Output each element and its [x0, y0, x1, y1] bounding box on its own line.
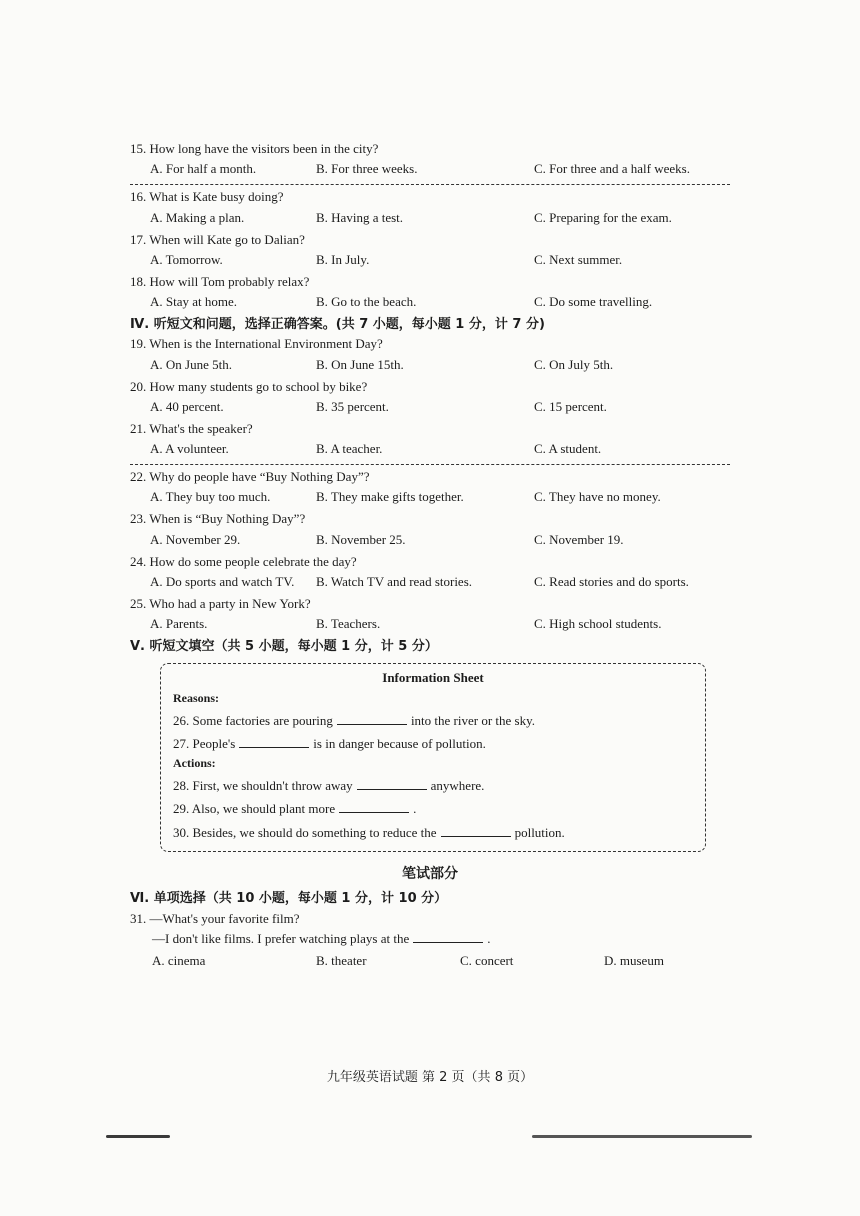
page-footer: 九年级英语试题 第 2 页（共 8 页）	[326, 1070, 534, 1085]
answer-blank[interactable]	[441, 824, 511, 837]
option-c: C. High school students.	[534, 616, 662, 631]
item-text-before: 30. Besides, we should do something to reduce the	[173, 824, 437, 840]
answer-blank[interactable]	[239, 735, 309, 748]
option-a: A. For half a month.	[150, 161, 257, 177]
question-stem: 19. When is the International Environment Day?	[130, 336, 383, 352]
option-a: A. A volunteer.	[150, 441, 229, 456]
question-22	[130, 469, 730, 508]
question-stem: 22. Why do people have “Buy Nothing Day”?	[130, 469, 370, 484]
actions-label: Actions:	[173, 756, 216, 770]
answer-blank[interactable]	[413, 930, 483, 943]
info-item-26	[173, 712, 693, 729]
option-c: C. For three and a half weeks.	[534, 161, 690, 177]
option-c: C. Do some travelling.	[534, 294, 653, 309]
item-text-before: 28. First, we shouldn't throw away	[173, 778, 353, 793]
option-b: B. For three weeks.	[316, 161, 418, 177]
question-23	[130, 511, 730, 550]
info-item-29	[173, 800, 693, 817]
question-19	[130, 336, 730, 375]
option-b: B. Teachers.	[316, 616, 381, 631]
dashed-divider	[130, 464, 730, 465]
question-stem: 21. What's the speaker?	[130, 420, 253, 436]
option-b: B. Having a test.	[316, 209, 404, 225]
stem-text: —I don't like films. I prefer watching plays at the	[152, 930, 410, 946]
info-item-27	[173, 735, 693, 752]
option-a: A. Parents.	[150, 616, 208, 631]
option-b: B. Go to the beach.	[316, 294, 417, 309]
item-text-after: .	[413, 801, 417, 817]
item-text-before: 29. Also, we should plant more	[173, 801, 336, 817]
item-text-before: 27. People's	[173, 735, 236, 751]
option-b: B. November 25.	[316, 531, 406, 547]
reasons-label: Reasons:	[173, 690, 220, 705]
option-c: C. Read stories and do sports.	[534, 573, 689, 589]
option-c: C. Preparing for the exam.	[534, 209, 672, 225]
option-a: A. On June 5th.	[150, 356, 232, 372]
option-a: A. cinema	[152, 953, 206, 968]
question-stem: 23. When is “Buy Nothing Day”?	[130, 511, 306, 527]
option-c: C. A student.	[534, 441, 602, 456]
question-18	[130, 274, 730, 313]
answer-blank[interactable]	[337, 712, 407, 725]
option-b: B. They make gifts together.	[316, 489, 464, 505]
question-stem-1: 31. —What's your favorite film?	[130, 910, 300, 926]
item-text-after: anywhere.	[430, 778, 485, 793]
option-c: C. On July 5th.	[534, 356, 614, 372]
option-d: D. museum	[604, 953, 664, 968]
item-text-before: 26. Some factories are pouring	[173, 712, 333, 728]
question-24	[130, 554, 730, 593]
option-c: C. They have no money.	[534, 489, 661, 505]
answer-blank[interactable]	[339, 800, 409, 813]
option-a: A. Making a plan.	[150, 209, 245, 225]
question-31	[130, 911, 730, 973]
item-text-after: pollution.	[514, 824, 565, 840]
question-stem: 15. How long have the visitors been in the city?	[130, 141, 379, 156]
information-sheet	[160, 663, 706, 852]
exam-content	[130, 138, 730, 972]
info-item-30	[173, 824, 693, 841]
item-text-after: is in danger because of pollution.	[313, 735, 486, 751]
section-4-title: Ⅳ. 听短文和问题，选择正确答案。(共 7 小题，每小题 1 分，计 7 分)	[130, 317, 545, 332]
option-c: C. November 19.	[534, 531, 624, 547]
option-b: B. Watch TV and read stories.	[316, 573, 473, 589]
section-5-title: Ⅴ. 听短文填空（共 5 小题，每小题 1 分，计 5 分）	[130, 639, 438, 654]
item-text-after: into the river or the sky.	[410, 712, 536, 728]
option-a: A. They buy too much.	[150, 489, 271, 505]
question-16	[130, 189, 730, 228]
info-sheet-title: Information Sheet	[382, 670, 484, 686]
dashed-divider	[130, 184, 730, 185]
scan-mark-left	[106, 1135, 170, 1138]
option-b: B. 35 percent.	[316, 398, 389, 414]
question-17	[130, 232, 730, 271]
option-c: C. concert	[460, 953, 514, 968]
answer-blank[interactable]	[357, 777, 427, 790]
question-stem: 20. How many students go to school by bike?	[130, 378, 368, 394]
question-15	[130, 141, 730, 180]
option-a: A. November 29.	[150, 531, 241, 547]
question-stem: 17. When will Kate go to Dalian?	[130, 231, 305, 247]
option-a: A. Tomorrow.	[150, 251, 223, 267]
option-c: C. 15 percent.	[534, 398, 607, 414]
option-a: A. Do sports and watch TV.	[150, 573, 295, 589]
question-stem: 24. How do some people celebrate the day?	[130, 553, 357, 569]
question-stem: 16. What is Kate busy doing?	[130, 189, 284, 205]
option-b: B. theater	[316, 953, 367, 968]
info-item-28	[173, 777, 693, 794]
option-b: B. On June 15th.	[316, 356, 404, 372]
option-b: B. In July.	[316, 251, 370, 267]
section-6-title: Ⅵ. 单项选择（共 10 小题，每小题 1 分，计 10 分）	[130, 891, 448, 907]
question-stem: 18. How will Tom probably relax?	[130, 273, 310, 289]
question-21	[130, 421, 730, 460]
question-stem-2: —I don't like films. I prefer watching plays at the .	[152, 930, 491, 946]
option-a: A. Stay at home.	[150, 294, 238, 309]
question-25	[130, 596, 730, 635]
option-a: A. 40 percent.	[150, 398, 224, 414]
question-20	[130, 379, 730, 418]
question-stem: 25. Who had a party in New York?	[130, 595, 311, 611]
option-b: B. A teacher.	[316, 441, 383, 456]
written-part-heading: 笔试部分	[402, 865, 458, 882]
option-c: C. Next summer.	[534, 251, 623, 267]
scan-mark-right	[532, 1135, 752, 1138]
